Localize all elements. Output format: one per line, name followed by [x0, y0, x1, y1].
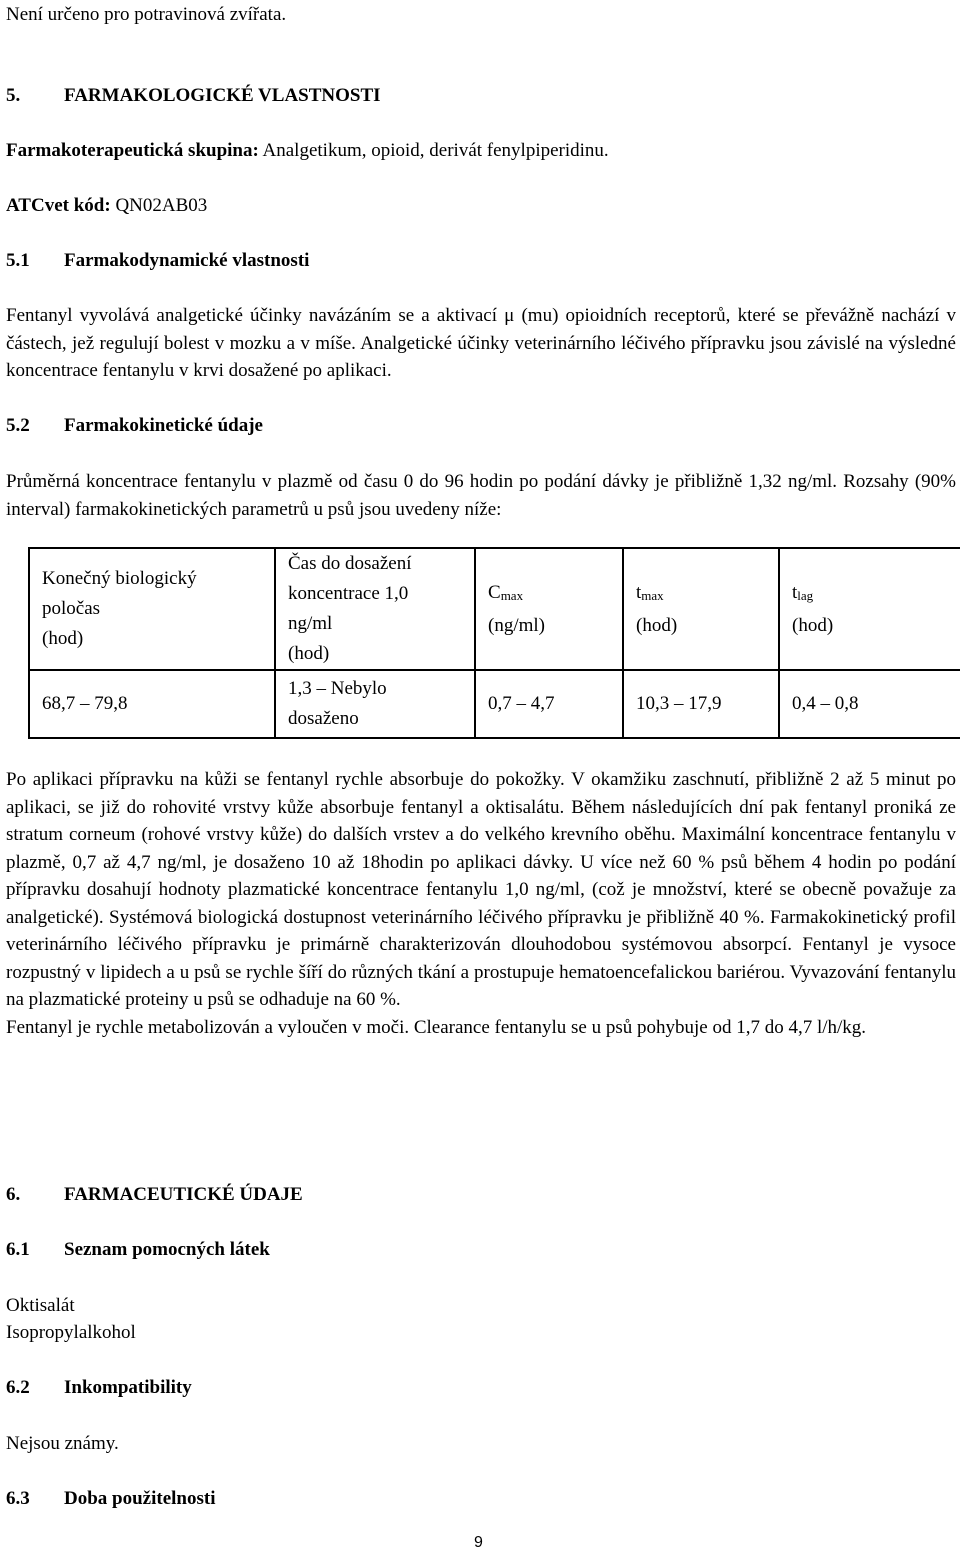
- pharmacotherapeutic-value: Analgetikum, opioid, derivát fenylpiperidinu.: [258, 140, 609, 161]
- header-tlag: $t_{lag}$ (hod): [779, 548, 960, 670]
- list-item: Isopropylalkohol: [6, 1322, 136, 1343]
- page-number: 9: [474, 1534, 483, 1551]
- atcvet-code: [6, 194, 207, 218]
- section-6-3-heading: [6, 1487, 216, 1511]
- section-number: 5.: [6, 85, 21, 106]
- cell-tmax: 10,3 – 17,9: [623, 670, 779, 738]
- atcvet-label: ATCvet kód:: [6, 195, 111, 216]
- cell-half-life: 68,7 – 79,8: [29, 670, 275, 738]
- cell-cmax: 0,7 – 4,7: [475, 670, 623, 738]
- section-number: 6.3: [6, 1488, 30, 1509]
- atcvet-value: QN02AB03: [110, 195, 208, 216]
- section-number: 6.1: [6, 1239, 30, 1260]
- section-title: Doba použitelnosti: [64, 1488, 216, 1509]
- section-6-2-heading: [6, 1376, 192, 1400]
- section-title: Seznam pomocných látek: [64, 1239, 270, 1260]
- pharmacotherapeutic-group: [6, 139, 609, 163]
- section-number: 6.2: [6, 1377, 30, 1398]
- table-header-row: [29, 548, 960, 670]
- section-number: 5.2: [6, 415, 30, 436]
- section-number: 6.: [6, 1184, 21, 1205]
- section-5-1-heading: [6, 249, 309, 273]
- section-title: Farmakokinetické údaje: [64, 415, 263, 436]
- pharmacodynamics-paragraph: Fentanyl vyvolává analgetické účinky navázáním se a aktivací μ (mu) opioidních receptorů, které se převážně nachází v částech, jež regulují bolest v mozku a v míše. Analgetické účinky veterinárního léčivého přípravku jsou závislé na výsledné koncentrace fentanylu v krvi dosažené po aplikaci.: [6, 305, 956, 381]
- section-5-heading: [6, 84, 381, 108]
- incompatibilities-text: Nejsou známy.: [6, 1433, 119, 1454]
- section-title: Farmakodynamické vlastnosti: [64, 250, 310, 271]
- pharmacotherapeutic-label: Farmakoterapeutická skupina:: [6, 140, 259, 161]
- section-title: Inkompatibility: [64, 1377, 192, 1398]
- cell-time-to-concentration: 1,3 – Nebylo dosaženo: [275, 670, 475, 738]
- header-half-life: Konečný biologický poločas (hod): [29, 548, 275, 670]
- header-tmax: $t_{max}$ (hod): [623, 548, 779, 670]
- pharmacokinetic-parameters-table: [28, 547, 960, 739]
- absorption-paragraph: Po aplikaci přípravku na kůži se fentanyl rychle absorbuje do pokožky. V okamžiku zaschnutí, přibližně 2 až 5 minut po aplikaci, se již do rohovité vrstvy kůže absorbuje fentanyl a oktisalátu. Během následujících dní pak fentanyl proniká ze stratum corneum (rohové vrstvy kůže) do dalších vrstev a do velkého krevního oběhu. Maximální koncentrace fentanylu v plazmě, 0,7 až 4,7 ng/ml, je dosaženo 10 až 18hodin po aplikaci dávky. U více než 60 % psů během 4 hodin po podání přípravku dosahují hodnoty plazmatické koncentrace fentanylu 1,0 ng/ml, (což je množství, které se obecně považuje za analgetické). Systémová biologická dostupnost veterinárního léčivého přípravku je přibližně 40 %. Farmakokinetický profil veterinárního léčivého přípravku je primárně charakterizován dlouhodobou systémovou absorpcí. Fentanyl je vysoce rozpustný v lipidech a u psů se rychle šíří do různých tkání a prostupuje hematoencefalickou bariérou. Vyvazování fentanylu na plazmatické proteiny u psů se odhaduje na 60 %. Fentanyl je rychle metabolizován a vyloučen v moči. Clearance fentanylu se u psů pohybuje od 1,7 do 4,7 l/h/kg.: [6, 769, 956, 1038]
- section-6-heading: [6, 1183, 303, 1207]
- section-6-1-heading: [6, 1238, 270, 1262]
- section-number: 5.1: [6, 250, 30, 271]
- food-animal-note: Není určeno pro potravinová zvířata.: [6, 4, 287, 25]
- pharmacokinetics-intro: Průměrná koncentrace fentanylu v plazmě od času 0 do 96 hodin po podání dávky je přibližně 1,32 ng/ml. Rozsahy (90% interval) farmakokinetických parametrů u psů jsou uvedeny níže:: [6, 471, 956, 520]
- table-row: [29, 670, 960, 738]
- header-cmax: $C_{max}$ (ng/ml): [475, 548, 623, 670]
- section-5-2-heading: [6, 414, 263, 438]
- header-time-to-concentration: Čas do dosažení koncentrace 1,0 ng/ml (hod): [275, 548, 475, 670]
- list-item: Oktisalát: [6, 1295, 75, 1316]
- section-title: FARMACEUTICKÉ ÚDAJE: [64, 1184, 303, 1205]
- cell-tlag: 0,4 – 0,8: [779, 670, 960, 738]
- section-title: FARMAKOLOGICKÉ VLASTNOSTI: [64, 85, 381, 106]
